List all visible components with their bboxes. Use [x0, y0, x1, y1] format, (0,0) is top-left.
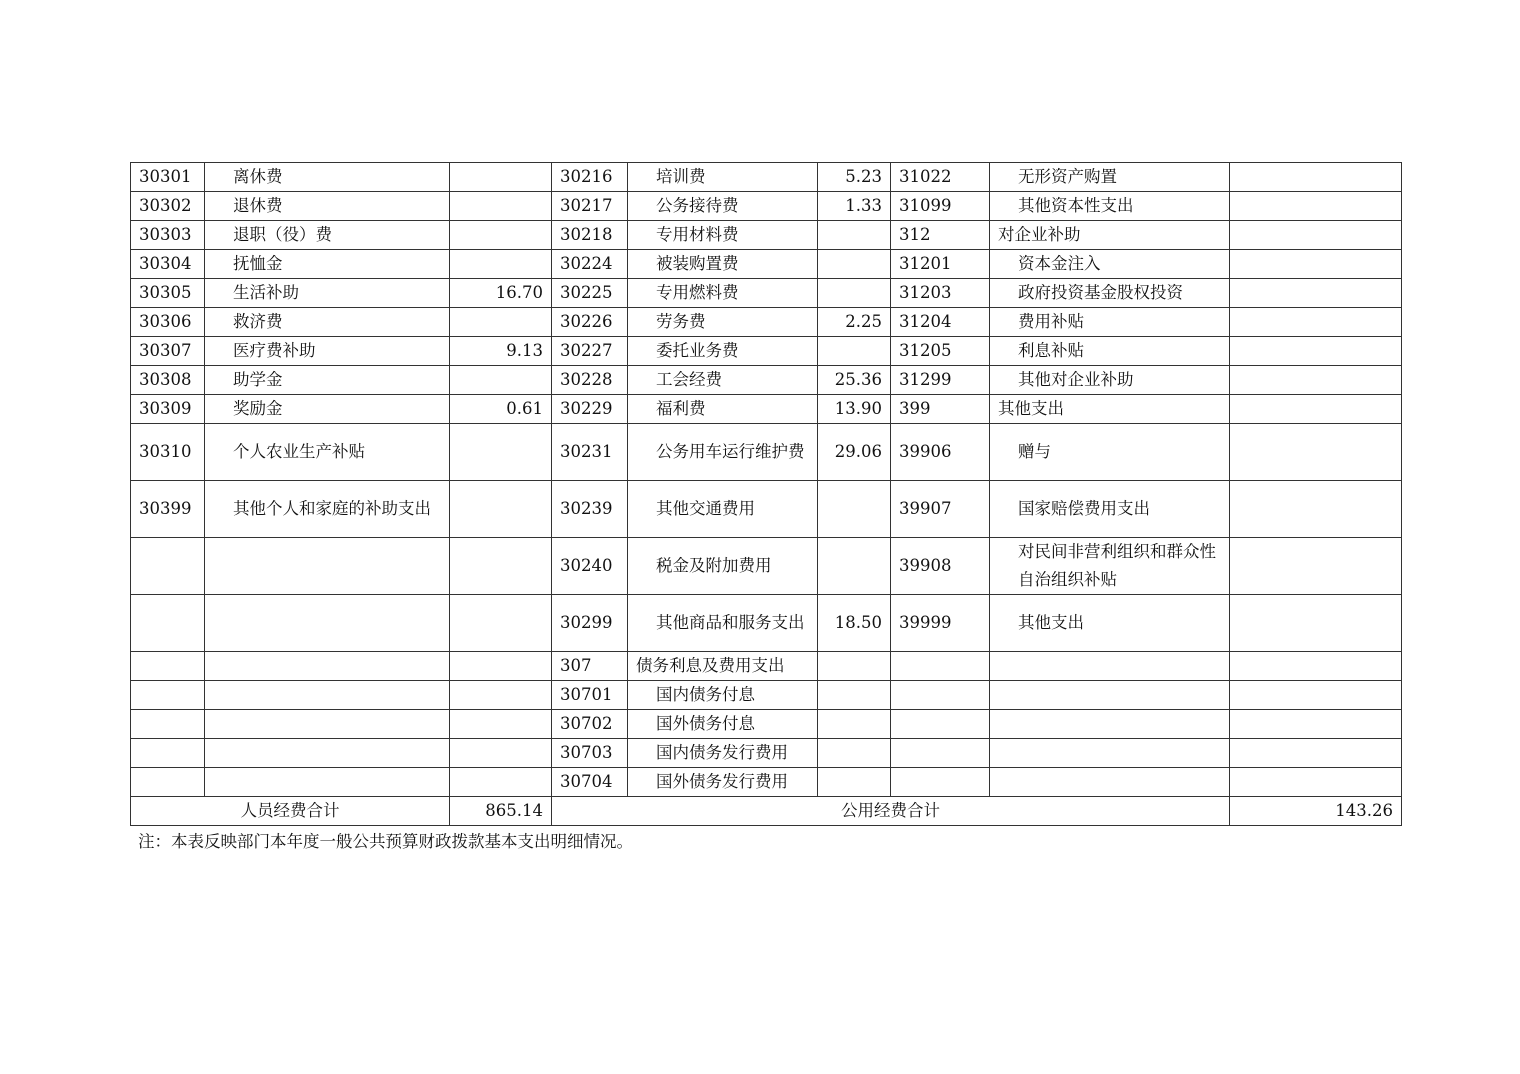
subject-name-cell: 对企业补助 — [990, 221, 1230, 250]
subject-code-cell: 30227 — [552, 337, 628, 366]
amount-cell — [818, 250, 891, 279]
amount-cell: 13.90 — [818, 395, 891, 424]
amount-cell — [450, 538, 552, 595]
subject-name-cell: 资本金注入 — [990, 250, 1230, 279]
subject-code-cell — [891, 768, 990, 797]
subject-code-cell: 31201 — [891, 250, 990, 279]
subject-name-cell — [205, 595, 450, 652]
table-body — [131, 163, 1402, 797]
subject-name-cell: 专用材料费 — [628, 221, 818, 250]
amount-cell — [1230, 768, 1402, 797]
subject-name-cell: 无形资产购置 — [990, 163, 1230, 192]
amount-cell: 9.13 — [450, 337, 552, 366]
subject-name-cell: 退职（役）费 — [205, 221, 450, 250]
amount-cell — [818, 710, 891, 739]
subject-code-cell — [131, 768, 205, 797]
subject-code-cell: 30231 — [552, 424, 628, 481]
amount-cell — [1230, 710, 1402, 739]
subject-name-cell — [990, 739, 1230, 768]
subject-code-cell: 30306 — [131, 308, 205, 337]
subject-name-cell: 其他商品和服务支出 — [628, 595, 818, 652]
subject-code-cell: 30701 — [552, 681, 628, 710]
subject-code-cell: 39907 — [891, 481, 990, 538]
subject-code-cell — [131, 739, 205, 768]
amount-cell — [450, 652, 552, 681]
amount-cell — [450, 595, 552, 652]
table-row — [131, 163, 1402, 192]
subject-code-cell — [131, 538, 205, 595]
subject-code-cell: 31099 — [891, 192, 990, 221]
subject-name-cell: 其他个人和家庭的补助支出 — [205, 481, 450, 538]
subject-code-cell: 30299 — [552, 595, 628, 652]
amount-cell — [1230, 366, 1402, 395]
subject-code-cell: 30305 — [131, 279, 205, 308]
subject-name-cell — [990, 710, 1230, 739]
table-row — [131, 538, 1402, 595]
subject-name-cell: 国家赔偿费用支出 — [990, 481, 1230, 538]
subject-name-cell: 公务接待费 — [628, 192, 818, 221]
amount-cell: 5.23 — [818, 163, 891, 192]
subject-code-cell: 30225 — [552, 279, 628, 308]
amount-cell — [1230, 337, 1402, 366]
amount-cell — [1230, 538, 1402, 595]
subject-name-cell: 劳务费 — [628, 308, 818, 337]
table-row — [131, 337, 1402, 366]
amount-cell — [1230, 279, 1402, 308]
table-row — [131, 221, 1402, 250]
amount-cell — [818, 279, 891, 308]
subject-name-cell: 专用燃料费 — [628, 279, 818, 308]
amount-cell — [818, 538, 891, 595]
subject-code-cell: 30240 — [552, 538, 628, 595]
subject-name-cell: 委托业务费 — [628, 337, 818, 366]
table-row — [131, 652, 1402, 681]
amount-cell — [450, 221, 552, 250]
amount-cell — [450, 192, 552, 221]
subject-code-cell — [131, 710, 205, 739]
amount-cell — [450, 481, 552, 538]
amount-cell — [450, 681, 552, 710]
amount-cell: 16.70 — [450, 279, 552, 308]
amount-cell — [1230, 250, 1402, 279]
subject-code-cell: 30301 — [131, 163, 205, 192]
subject-code-cell: 30224 — [552, 250, 628, 279]
subject-code-cell: 31204 — [891, 308, 990, 337]
subject-code-cell: 31299 — [891, 366, 990, 395]
amount-cell — [450, 163, 552, 192]
amount-cell — [818, 768, 891, 797]
subject-code-cell — [891, 681, 990, 710]
table-row — [131, 595, 1402, 652]
subject-code-cell — [891, 739, 990, 768]
amount-cell — [1230, 595, 1402, 652]
subject-code-cell: 30302 — [131, 192, 205, 221]
subject-code-cell: 399 — [891, 395, 990, 424]
amount-cell — [818, 652, 891, 681]
amount-cell — [1230, 308, 1402, 337]
subject-code-cell: 30217 — [552, 192, 628, 221]
table-footnote: 注：本表反映部门本年度一般公共预算财政拨款基本支出明细情况。 — [138, 832, 633, 851]
subject-code-cell: 30228 — [552, 366, 628, 395]
subject-code-cell — [891, 652, 990, 681]
subject-code-cell: 39999 — [891, 595, 990, 652]
amount-cell: 25.36 — [818, 366, 891, 395]
public-total-value: 143.26 — [1230, 797, 1402, 826]
subject-code-cell: 312 — [891, 221, 990, 250]
subject-code-cell: 39906 — [891, 424, 990, 481]
table-row — [131, 250, 1402, 279]
amount-cell: 1.33 — [818, 192, 891, 221]
subject-name-cell: 抚恤金 — [205, 250, 450, 279]
subject-name-cell: 国内债务发行费用 — [628, 739, 818, 768]
subject-name-cell: 国外债务付息 — [628, 710, 818, 739]
subject-name-cell: 赠与 — [990, 424, 1230, 481]
subject-code-cell: 30218 — [552, 221, 628, 250]
amount-cell — [818, 739, 891, 768]
table-row — [131, 395, 1402, 424]
subject-name-cell: 被装购置费 — [628, 250, 818, 279]
table-row — [131, 681, 1402, 710]
subject-name-cell — [205, 768, 450, 797]
amount-cell: 0.61 — [450, 395, 552, 424]
table-row — [131, 366, 1402, 395]
subject-name-cell — [205, 681, 450, 710]
subject-name-cell: 福利费 — [628, 395, 818, 424]
subject-name-cell: 离休费 — [205, 163, 450, 192]
subject-code-cell: 30310 — [131, 424, 205, 481]
subject-name-cell: 工会经费 — [628, 366, 818, 395]
subject-code-cell: 30399 — [131, 481, 205, 538]
amount-cell — [450, 710, 552, 739]
personnel-total-value: 865.14 — [450, 797, 552, 826]
table-row — [131, 710, 1402, 739]
amount-cell — [450, 250, 552, 279]
table-row — [131, 308, 1402, 337]
subject-name-cell — [990, 681, 1230, 710]
subject-code-cell: 30229 — [552, 395, 628, 424]
subject-name-cell: 其他资本性支出 — [990, 192, 1230, 221]
amount-cell — [818, 681, 891, 710]
subject-code-cell: 31203 — [891, 279, 990, 308]
subject-name-cell: 助学金 — [205, 366, 450, 395]
subject-name-cell — [990, 652, 1230, 681]
subject-name-cell: 债务利息及费用支出 — [628, 652, 818, 681]
subject-code-cell: 31205 — [891, 337, 990, 366]
subject-code-cell: 30309 — [131, 395, 205, 424]
table-row — [131, 739, 1402, 768]
amount-cell — [1230, 163, 1402, 192]
subject-code-cell: 30308 — [131, 366, 205, 395]
amount-cell — [1230, 481, 1402, 538]
amount-cell — [450, 308, 552, 337]
subject-name-cell: 国外债务发行费用 — [628, 768, 818, 797]
subject-name-cell: 其他支出 — [990, 595, 1230, 652]
subject-name-cell — [205, 538, 450, 595]
subject-code-cell: 31022 — [891, 163, 990, 192]
subject-code-cell: 307 — [552, 652, 628, 681]
subject-name-cell — [990, 768, 1230, 797]
table-row — [131, 481, 1402, 538]
personnel-total-label: 人员经费合计 — [131, 797, 450, 826]
table-row — [131, 424, 1402, 481]
subject-name-cell: 政府投资基金股权投资 — [990, 279, 1230, 308]
amount-cell — [818, 481, 891, 538]
amount-cell — [818, 221, 891, 250]
table-row — [131, 279, 1402, 308]
amount-cell — [818, 337, 891, 366]
amount-cell — [1230, 395, 1402, 424]
subject-code-cell: 30303 — [131, 221, 205, 250]
subject-name-cell: 生活补助 — [205, 279, 450, 308]
subject-name-cell — [205, 739, 450, 768]
subject-name-cell: 费用补贴 — [990, 308, 1230, 337]
subject-name-cell — [205, 710, 450, 739]
amount-cell — [450, 768, 552, 797]
subject-name-cell: 其他对企业补助 — [990, 366, 1230, 395]
subject-name-cell: 奖励金 — [205, 395, 450, 424]
subject-code-cell: 30703 — [552, 739, 628, 768]
amount-cell — [1230, 739, 1402, 768]
subject-name-cell: 救济费 — [205, 308, 450, 337]
subject-code-cell: 30704 — [552, 768, 628, 797]
amount-cell: 18.50 — [818, 595, 891, 652]
table-row — [131, 192, 1402, 221]
subject-name-cell: 国内债务付息 — [628, 681, 818, 710]
expenditure-detail-table — [130, 162, 1402, 826]
subject-code-cell — [131, 652, 205, 681]
subject-name-cell: 公务用车运行维护费 — [628, 424, 818, 481]
subject-code-cell: 30702 — [552, 710, 628, 739]
subject-code-cell: 39908 — [891, 538, 990, 595]
amount-cell — [450, 739, 552, 768]
subject-name-cell: 退休费 — [205, 192, 450, 221]
amount-cell — [1230, 221, 1402, 250]
subject-name-cell: 培训费 — [628, 163, 818, 192]
amount-cell — [450, 366, 552, 395]
subject-name-cell: 医疗费补助 — [205, 337, 450, 366]
subject-name-cell: 利息补贴 — [990, 337, 1230, 366]
subject-code-cell: 30226 — [552, 308, 628, 337]
amount-cell — [1230, 652, 1402, 681]
subject-code-cell: 30216 — [552, 163, 628, 192]
amount-cell: 29.06 — [818, 424, 891, 481]
amount-cell — [1230, 681, 1402, 710]
subject-name-cell: 个人农业生产补贴 — [205, 424, 450, 481]
amount-cell — [450, 424, 552, 481]
public-total-label: 公用经费合计 — [552, 797, 1230, 826]
subject-name-cell: 税金及附加费用 — [628, 538, 818, 595]
subject-code-cell: 30239 — [552, 481, 628, 538]
table-row — [131, 768, 1402, 797]
amount-cell: 2.25 — [818, 308, 891, 337]
subject-code-cell — [131, 595, 205, 652]
subject-code-cell: 30304 — [131, 250, 205, 279]
subject-code-cell — [891, 710, 990, 739]
subject-code-cell — [131, 681, 205, 710]
subject-name-cell: 对民间非营利组织和群众性自治组织补贴 — [990, 538, 1230, 595]
totals-row — [131, 797, 1402, 826]
amount-cell — [1230, 192, 1402, 221]
subject-name-cell: 其他支出 — [990, 395, 1230, 424]
amount-cell — [1230, 424, 1402, 481]
subject-code-cell: 30307 — [131, 337, 205, 366]
subject-name-cell — [205, 652, 450, 681]
subject-name-cell: 其他交通费用 — [628, 481, 818, 538]
